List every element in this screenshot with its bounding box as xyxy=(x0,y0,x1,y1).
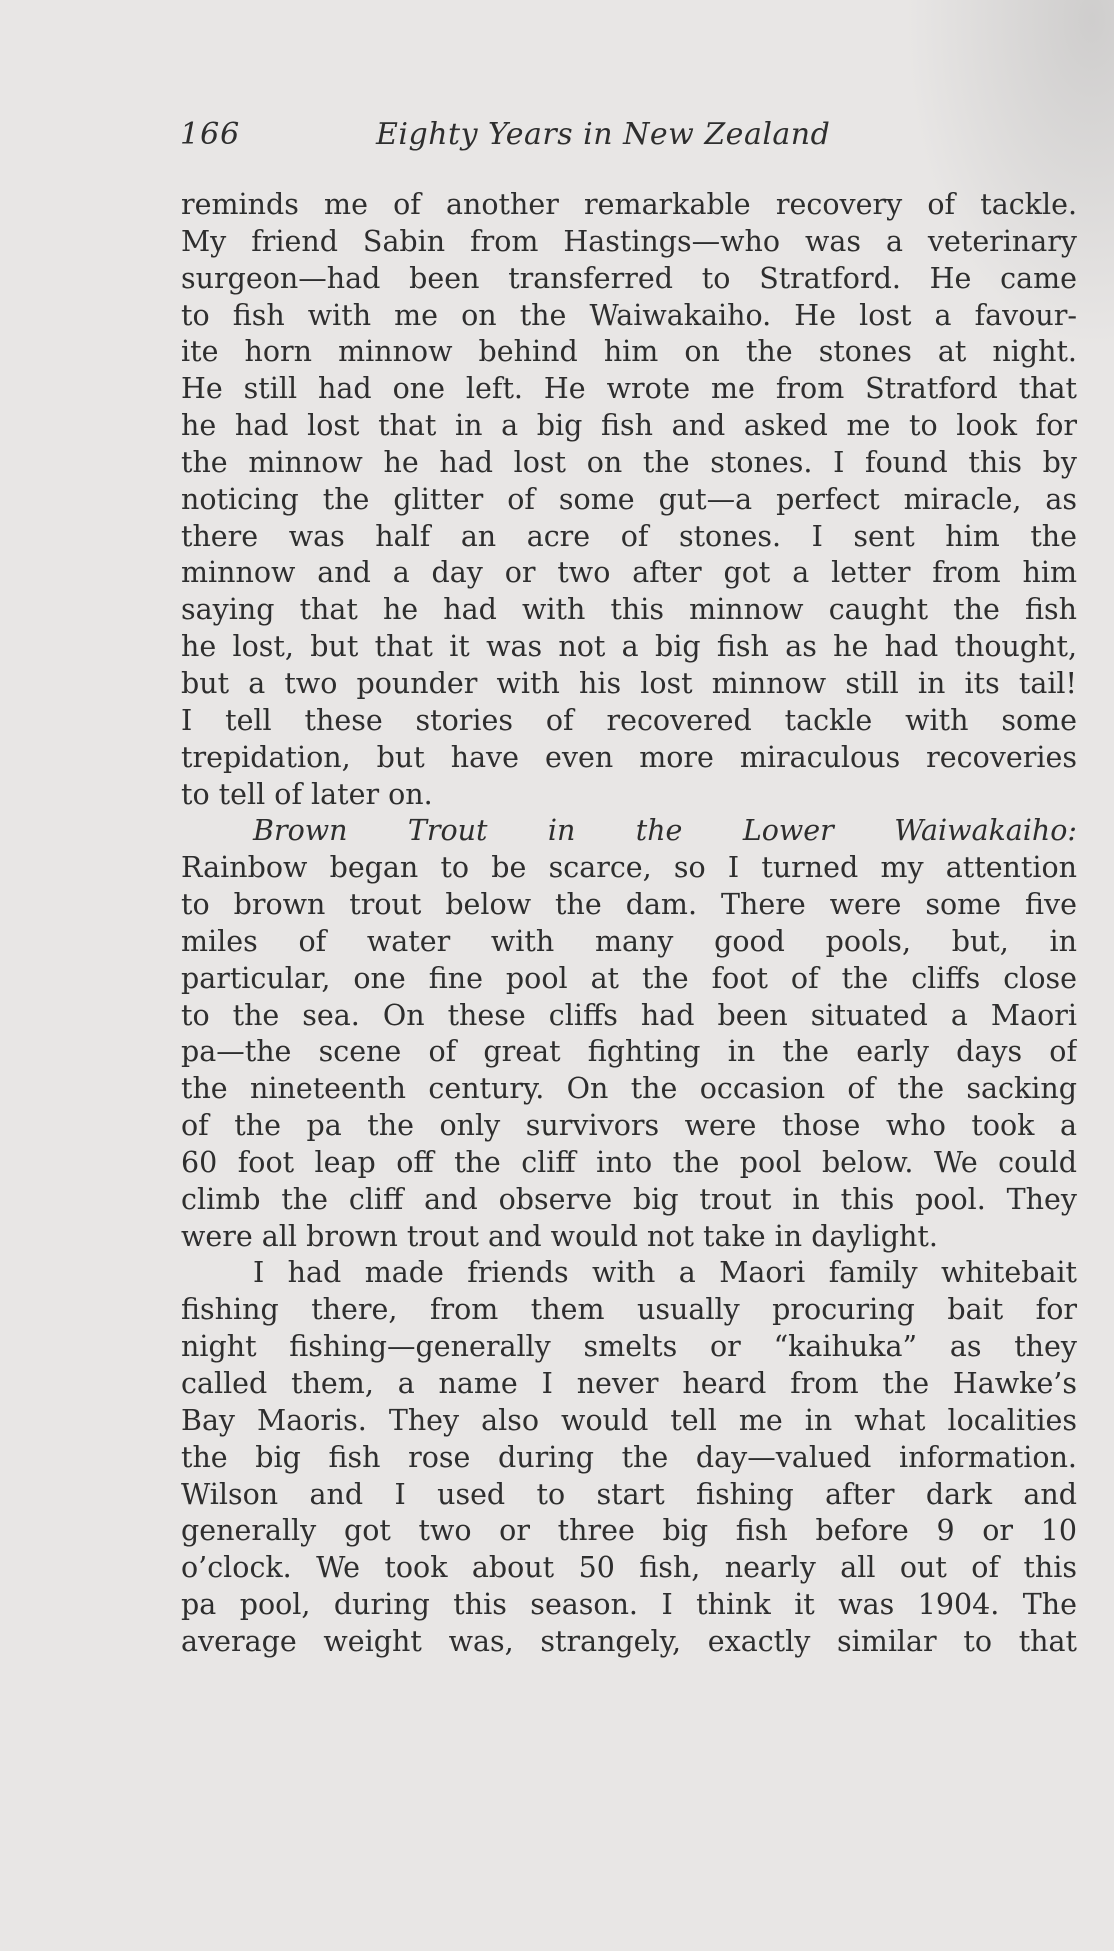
text-line: generally got two or three big fish before 9 or 10 xyxy=(181,1514,1077,1548)
text-line: he lost, but that it was not a big fish as he had thought, xyxy=(181,630,1077,664)
text-line: night fishing—generally smelts or “kaihuka” as they xyxy=(181,1330,1077,1364)
text-line: of the pa the only survivors were those who took a xyxy=(181,1109,1077,1143)
text-line: Bay Maoris. They also would tell me in what localities xyxy=(181,1403,1077,1437)
text-line: called them, a name I never heard from the Hawke’s xyxy=(181,1367,1077,1400)
text-line: I had made friends with a Maori family whitebait xyxy=(253,1256,1077,1290)
text-line: He still had one left. He wrote me from Stratford that xyxy=(181,372,1077,406)
text-line: minnow and a day or two after got a letter from him xyxy=(181,556,1077,590)
page-header xyxy=(0,112,1114,158)
text-line: Brown Trout in the Lower Waiwakaiho: xyxy=(253,814,1077,848)
text-line: Wilson and I used to start fishing after dark and xyxy=(181,1477,1077,1511)
text-line: pa pool, during this season. I think it was 1904. The xyxy=(181,1588,1077,1622)
text-line: trepidation, but have even more miraculous recoveries xyxy=(181,740,1077,774)
text-line: I tell these stories of recovered tackle with some xyxy=(181,703,1077,737)
text-line: Rainbow began to be scarce, so I turned my attention xyxy=(181,851,1077,885)
text-line: pa—the scene of great fighting in the early days of xyxy=(181,1035,1077,1069)
text-line: to brown trout below the dam. There were some five xyxy=(181,888,1077,922)
text-line: there was half an acre of stones. I sent him the xyxy=(181,519,1077,553)
text-line: average weight was, strangely, exactly similar to that xyxy=(181,1624,1077,1658)
text-line: the minnow he had lost on the stones. I found this by xyxy=(181,445,1077,479)
text-line: miles of water with many good pools, but, in xyxy=(181,924,1077,958)
text-line: o’clock. We took about 50 fish, nearly all out of this xyxy=(181,1551,1077,1585)
text-line: were all brown trout and would not take in daylight. xyxy=(181,1219,938,1253)
text-line: to tell of later on. xyxy=(181,777,433,811)
running-title: Eighty Years in New Zealand xyxy=(376,117,831,152)
body-text xyxy=(181,187,1077,1661)
text-line: ite horn minnow behind him on the stones at night. xyxy=(181,335,1077,369)
text-line: climb the cliff and observe big trout in this pool. They xyxy=(181,1182,1077,1216)
text-line: fishing there, from them usually procuring bait for xyxy=(181,1293,1077,1327)
text-line: but a two pounder with his lost minnow still in its tail! xyxy=(181,666,1077,700)
text-line: noticing the glitter of some gut—a perfect miracle, as xyxy=(181,482,1077,516)
text-line: to the sea. On these cliffs had been situated a Maori xyxy=(181,998,1077,1032)
text-line: the big fish rose during the day—valued information. xyxy=(181,1440,1077,1474)
text-line: to fish with me on the Waiwakaiho. He lost a favour- xyxy=(181,298,1077,332)
text-line: saying that he had with this minnow caught the fish xyxy=(181,593,1077,627)
text-line: reminds me of another remarkable recovery of tackle. xyxy=(181,188,1077,221)
page-number: 166 xyxy=(180,117,241,152)
text-line: My friend Sabin from Hastings—who was a veterinary xyxy=(181,224,1077,258)
text-line: he had lost that in a big fish and asked me to look for xyxy=(181,409,1077,443)
text-line: 60 foot leap off the cliff into the pool below. We could xyxy=(181,1145,1077,1179)
text-line: particular, one fine pool at the foot of the cliffs close xyxy=(181,961,1077,995)
text-line: the nineteenth century. On the occasion of the sacking xyxy=(181,1072,1077,1106)
text-line: surgeon—had been transferred to Stratford. He came xyxy=(181,261,1077,295)
